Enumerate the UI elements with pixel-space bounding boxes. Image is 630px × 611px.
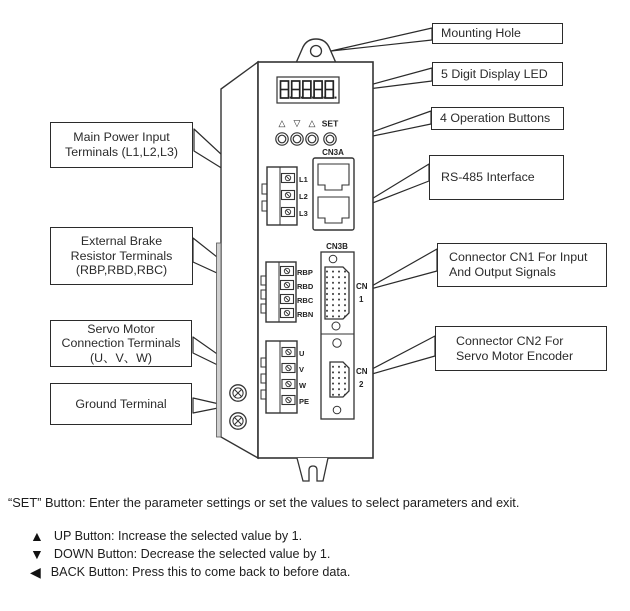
left-triangle-icon: ◀ bbox=[30, 564, 41, 580]
callout-line: (RBP,RBD,RBC) bbox=[75, 263, 168, 278]
callout-servo-motor-terminals bbox=[50, 320, 192, 367]
callout-line: Ground Terminal bbox=[75, 396, 167, 411]
terminal-label-rbd: RBD bbox=[297, 282, 314, 291]
callout-ground-terminal bbox=[50, 383, 192, 425]
back-symbol: △ bbox=[308, 118, 316, 128]
terminal-label-u: U bbox=[299, 349, 305, 358]
down-symbol: ▽ bbox=[293, 118, 301, 128]
callout-line: Connector CN1 For Input bbox=[449, 250, 588, 265]
up-triangle-icon: ▲ bbox=[30, 528, 44, 544]
leader-mounting-hole bbox=[331, 28, 432, 51]
callout-line: (U、V、W) bbox=[90, 350, 152, 365]
callout-line: Mounting Hole bbox=[441, 26, 521, 41]
cn3a-port bbox=[313, 148, 354, 230]
cn1-label: CN bbox=[356, 282, 368, 291]
callout-line: Servo Motor bbox=[87, 321, 155, 336]
callout-line: 5 Digit Display LED bbox=[441, 66, 548, 81]
terminal-label-v: V bbox=[299, 365, 305, 374]
callout-connector-cn1 bbox=[437, 243, 607, 287]
mounting-hole bbox=[296, 39, 336, 63]
power-terminal-block bbox=[262, 167, 308, 225]
leader-cn1 bbox=[363, 249, 437, 291]
led-display bbox=[277, 77, 339, 103]
down-triangle-icon: ▼ bbox=[30, 546, 44, 562]
callout-line: Servo Motor Encoder bbox=[456, 348, 574, 363]
cn3b-label: CN3B bbox=[326, 242, 348, 251]
terminal-label-rbp: RBP bbox=[297, 268, 313, 277]
cn1-connector bbox=[325, 267, 349, 319]
callout-display-led bbox=[432, 62, 563, 86]
set-symbol: SET bbox=[321, 118, 339, 129]
legend-item-back bbox=[30, 565, 350, 579]
back-button bbox=[306, 133, 318, 145]
up-symbol: △ bbox=[278, 118, 286, 128]
legend-item-down bbox=[30, 547, 330, 561]
callout-line: Terminals (L1,L2,L3) bbox=[65, 145, 178, 159]
cn2-number: 2 bbox=[359, 380, 364, 389]
callout-line: RS-485 Interface bbox=[441, 170, 535, 185]
cn3a-label: CN3A bbox=[322, 148, 344, 157]
callout-mounting-hole bbox=[432, 23, 563, 44]
callout-brake-resistor-terminals bbox=[50, 227, 193, 285]
callout-line: Connector CN2 For bbox=[456, 333, 564, 348]
terminal-label-rbn: RBN bbox=[297, 310, 314, 319]
callout-line: And Output Signals bbox=[449, 265, 556, 279]
cn1-number: 1 bbox=[359, 295, 364, 304]
down-button bbox=[291, 133, 303, 145]
up-button bbox=[276, 133, 288, 145]
din-rail-strip bbox=[217, 243, 222, 437]
set-button bbox=[324, 133, 336, 145]
terminal-label-w: W bbox=[299, 381, 307, 390]
callout-main-power-terminals bbox=[50, 122, 193, 168]
callout-line: External Brake bbox=[80, 234, 163, 249]
callout-line: 4 Operation Buttons bbox=[440, 111, 551, 126]
cn2-label: CN bbox=[356, 367, 368, 376]
legend-text: UP Button: Increase the selected value by 1. bbox=[53, 529, 303, 543]
callout-connector-cn2 bbox=[435, 326, 607, 371]
terminal-label-l1: L1 bbox=[299, 175, 308, 184]
callout-operation-buttons bbox=[431, 107, 564, 130]
callout-line: Main Power Input bbox=[73, 130, 170, 145]
legend-text: DOWN Button: Decrease the selected value by 1. bbox=[53, 547, 331, 561]
legend-set-line: “SET” Button: Enter the parameter settings or set the values to select parameters and exit. bbox=[8, 495, 520, 510]
legend-text: BACK Button: Press this to come back to before data. bbox=[50, 565, 351, 579]
callout-line: Connection Terminals bbox=[61, 336, 181, 351]
bottom-mounting-tab bbox=[297, 458, 328, 481]
terminal-label-pe: PE bbox=[299, 397, 310, 406]
callout-rs485-interface bbox=[429, 155, 564, 200]
cn2-connector bbox=[330, 362, 349, 397]
legend-item-up bbox=[30, 529, 302, 543]
terminal-label-l3: L3 bbox=[299, 209, 308, 218]
terminal-label-l2: L2 bbox=[299, 192, 308, 201]
terminal-label-rbc: RBC bbox=[297, 296, 314, 305]
callout-line: Resistor Terminals bbox=[70, 248, 173, 263]
